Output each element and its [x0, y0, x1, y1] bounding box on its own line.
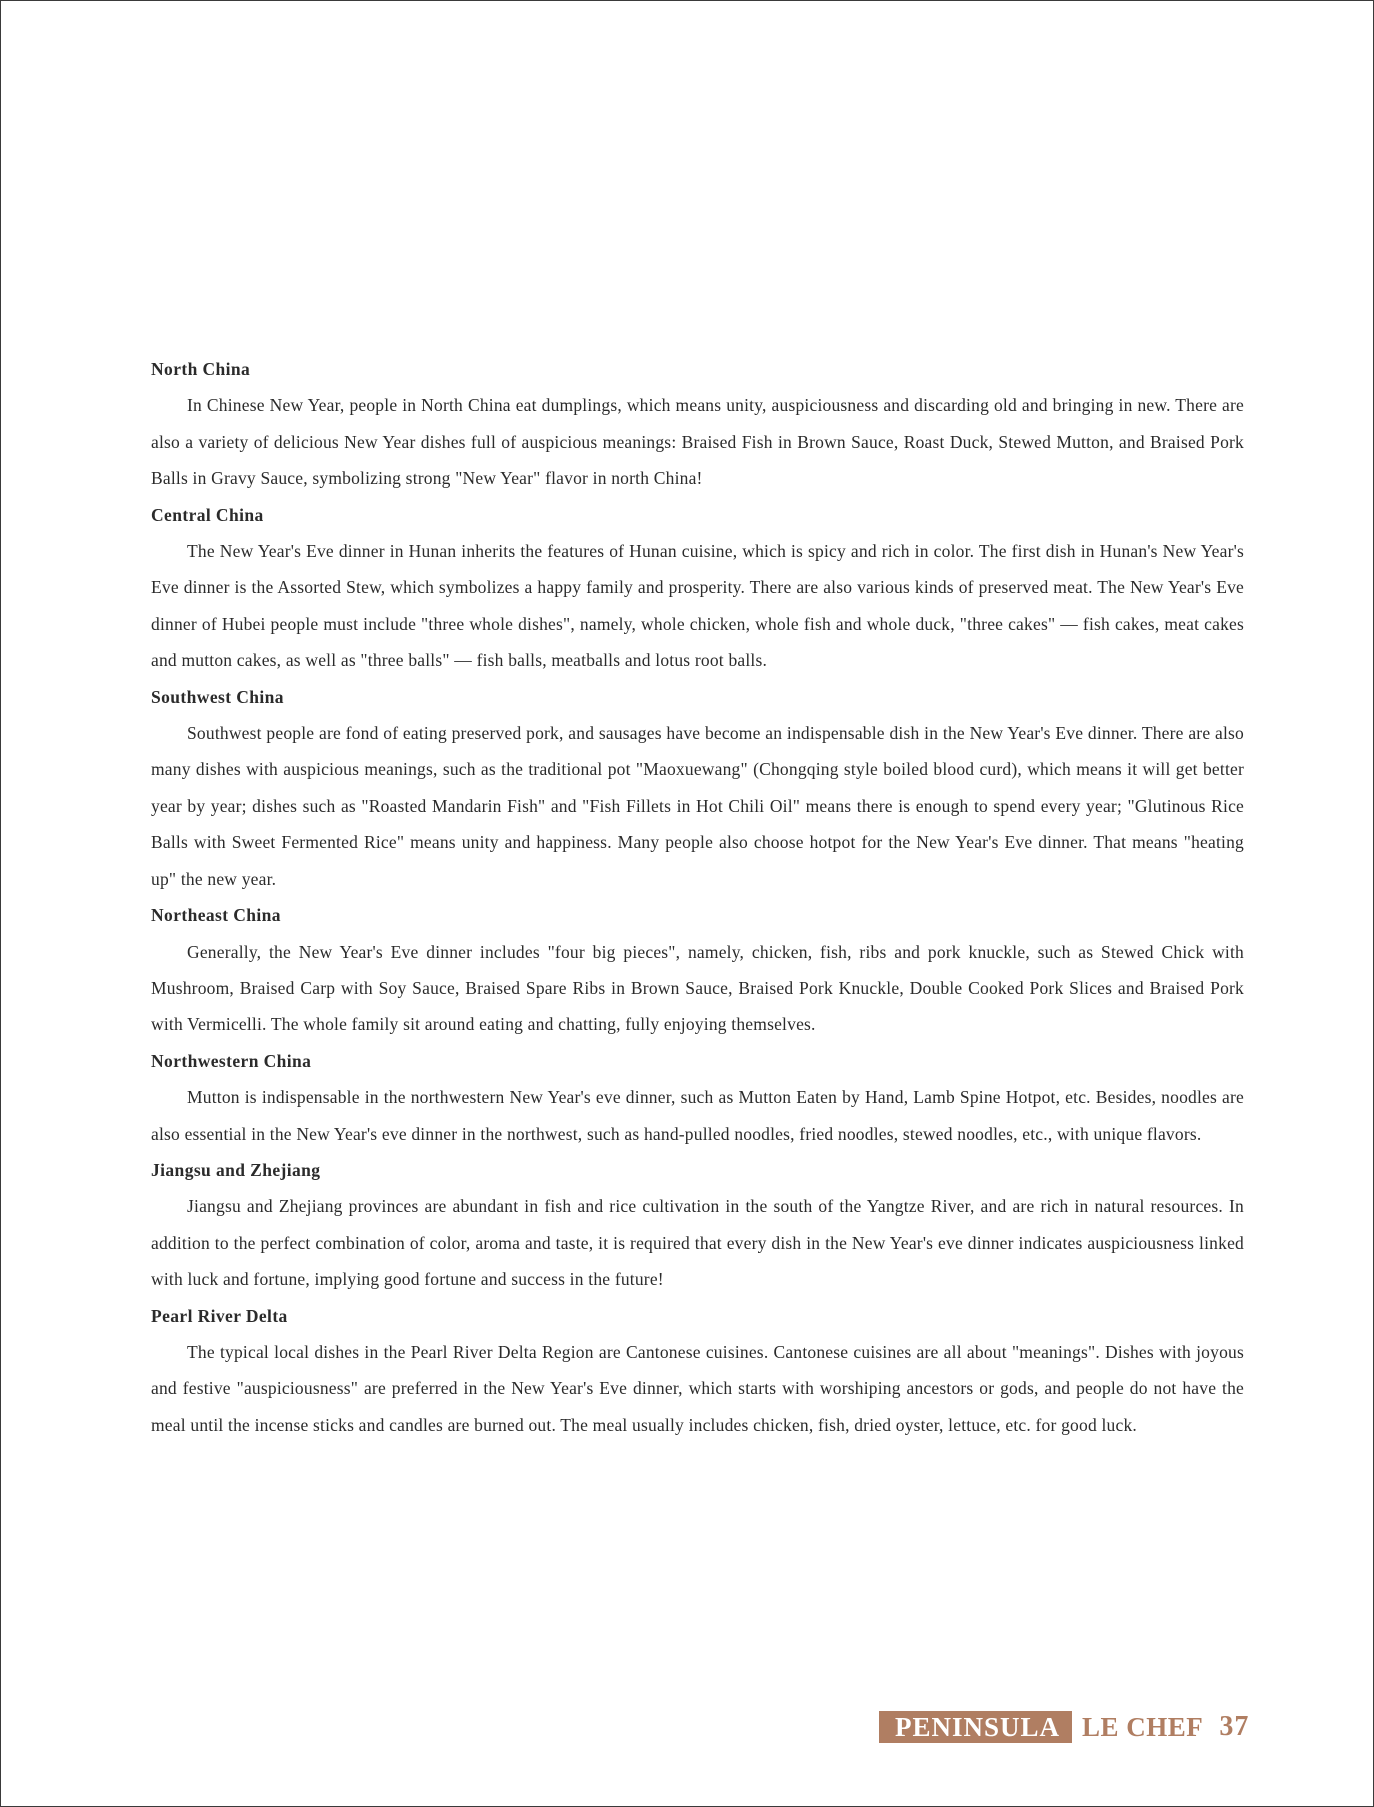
- section-southwest-china: [151, 679, 1244, 897]
- section-paragraph: The typical local dishes in the Pearl River Delta Region are Cantonese cuisines. Cantonese cuisines are all about "meanings". Dishes with joyous and festive "auspiciousness" are preferred in the New Year's Eve dinner, which starts with worshiping ancestors or gods, and people do not have the meal until the incense sticks and candles are burned out. The meal usually includes chicken, fish, dried oyster, lettuce, etc. for good luck.: [151, 1341, 1244, 1435]
- section-northwestern-china: [151, 1043, 1244, 1152]
- section-heading: Pearl River Delta: [151, 1305, 288, 1326]
- section-paragraph: The New Year's Eve dinner in Hunan inherits the features of Hunan cuisine, which is spicy and rich in color. The first dish in Hunan's New Year's Eve dinner is the Assorted Stew, which symbolizes a happy family and prosperity. There are also various kinds of preserved meat. The New Year's Eve dinner of Hubei people must include "three whole dishes", namely, whole chicken, whole fish and whole duck, "three cakes" — fish cakes, meat cakes and mutton cakes, as well as "three balls" — fish balls, meatballs and lotus root balls.: [151, 541, 1244, 671]
- section-heading: Southwest China: [151, 686, 284, 707]
- section-heading: Northwestern China: [151, 1050, 312, 1071]
- section-northeast-china: [151, 897, 1244, 1043]
- section-north-china: [151, 351, 1244, 497]
- section-heading: North China: [151, 359, 251, 379]
- section-central-china: [151, 497, 1244, 679]
- page-footer: [879, 1711, 1249, 1743]
- section-jiangsu-zhejiang: [151, 1152, 1244, 1298]
- article-body: [151, 351, 1244, 1443]
- brand-logo: PENINSULA: [879, 1711, 1072, 1743]
- page-number: 37: [1219, 1711, 1250, 1742]
- brand-subtitle: LE CHEF: [1082, 1711, 1204, 1742]
- section-paragraph: Mutton is indispensable in the northwestern New Year's eve dinner, such as Mutton Eaten by Hand, Lamb Spine Hotpot, etc. Besides, noodles are also essential in the New Year's eve dinner in the northwest, such as hand-pulled noodles, fried noodles, stewed noodles, etc., with unique flavors.: [151, 1087, 1244, 1144]
- section-paragraph: Generally, the New Year's Eve dinner includes "four big pieces", namely, chicken, fish, ribs and pork knuckle, such as Stewed Chick with Mushroom, Braised Carp with Soy Sauce, Braised Spare Ribs in Brown Sauce, Braised Pork Knuckle, Double Cooked Pork Slices and Braised Pork with Vermicelli. The whole family sit around eating and chatting, fully enjoying themselves.: [151, 941, 1244, 1035]
- section-heading: Jiangsu and Zhejiang: [151, 1159, 321, 1180]
- section-heading: Northeast China: [151, 905, 281, 926]
- section-paragraph: Jiangsu and Zhejiang provinces are abundant in fish and rice cultivation in the south of the Yangtze River, and are rich in natural resources. In addition to the perfect combination of color, aroma and taste, it is required that every dish in the New Year's eve dinner indicates auspiciousness linked with luck and fortune, implying good fortune and success in the future!: [151, 1196, 1244, 1290]
- section-heading: Central China: [151, 504, 264, 525]
- section-paragraph: Southwest people are fond of eating preserved pork, and sausages have become an indispensable dish in the New Year's Eve dinner. There are also many dishes with auspicious meanings, such as the traditional pot "Maoxuewang" (Chongqing style boiled blood curd), which means it will get better year by year; dishes such as "Roasted Mandarin Fish" and "Fish Fillets in Hot Chili Oil" means there is enough to spend every year; "Glutinous Rice Balls with Sweet Fermented Rice" means unity and happiness. Many people also choose hotpot for the New Year's Eve dinner. That means "heating up" the new year.: [151, 723, 1244, 889]
- section-pearl-river-delta: [151, 1298, 1244, 1444]
- section-paragraph: In Chinese New Year, people in North China eat dumplings, which means unity, auspiciousness and discarding old and bringing in new. There are also a variety of delicious New Year dishes full of auspicious meanings: Braised Fish in Brown Sauce, Roast Duck, Stewed Mutton, and Braised Pork Balls in Gravy Sauce, symbolizing strong "New Year" flavor in north China!: [151, 395, 1244, 489]
